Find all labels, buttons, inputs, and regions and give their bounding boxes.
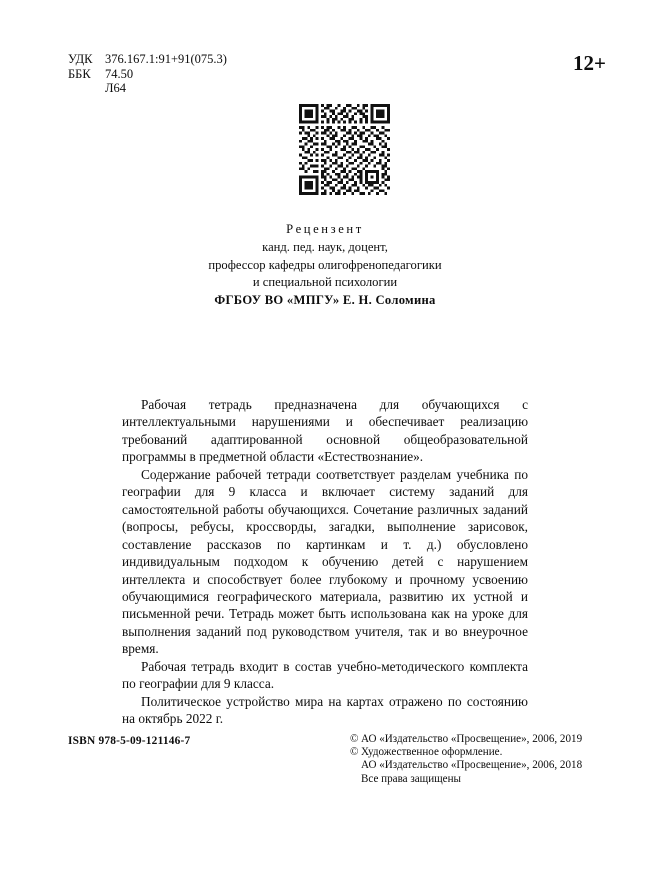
copyright-line-design-publisher xyxy=(350,759,582,772)
classification-codes xyxy=(68,52,227,96)
classification-row-udk xyxy=(68,52,227,67)
copyright-line-design xyxy=(350,746,582,759)
qr-code xyxy=(299,104,390,195)
classification-row-author-mark xyxy=(68,81,227,96)
classification-label-bbk: ББК xyxy=(68,66,91,81)
isbn: ISBN 978-5-09-121146-7 xyxy=(68,735,191,747)
copyright-icon: © xyxy=(350,746,359,759)
copyright-text-publisher: АО «Издательство «Просвещение», 2006, 2019 xyxy=(361,733,583,745)
copyright-icon: © xyxy=(350,733,359,745)
classification-value-author-mark: Л64 xyxy=(105,81,126,95)
reviewer-credentials-line-3: и специальной психологии xyxy=(252,275,398,290)
copyright-text-design: Художественное оформление. xyxy=(361,746,503,759)
reviewer-heading: Рецензент xyxy=(286,222,364,236)
annotation-paragraph-1: Рабочая тетрадь предназначена для обучающихся с интеллектуальными нарушениями и обеспечивает реализацию требований адаптированной основной общеобразовательной программы в предметной области «Естествознание». xyxy=(122,397,528,465)
copyright-line-rights-reserved xyxy=(350,773,582,786)
classification-label-udk: УДК xyxy=(68,52,93,66)
age-rating-badge: 12+ xyxy=(573,51,606,75)
annotation-paragraph-2: Содержание рабочей тетради соответствует разделам учебника по географии для 9 класса и включает систему заданий для самостоятельной работы обучающихся. Сочетание различных заданий (вопросы, ребусы, кроссворды, загадки, выполнение зарисовок, составление рассказов по картинкам и т. д.) обусловлено индивидуальным подходом к обучению детей с нарушением интеллекта и способствует более глубокому и прочному усвоению обучающимися географического материала, развитию их устной и письменной речи. Тетрадь может быть использована как на уроке для выполнения заданий под руководством учителя, так и во внеурочное время. xyxy=(122,466,528,657)
copyright-text-rights-reserved: Все права защищены xyxy=(361,772,461,785)
copyright-text-design-publisher: АО «Издательство «Просвещение», 2006, 2018 xyxy=(361,759,583,772)
copyright-block xyxy=(350,733,582,786)
classification-value-bbk: 74.50 xyxy=(105,66,134,81)
reviewer-name: ФГБОУ ВО «МПГУ» Е. Н. Соломина xyxy=(214,292,436,307)
annotation-paragraph-4: Политическое устройство мира на картах отражено по состоянию на октябрь 2022 г. xyxy=(122,693,528,727)
reviewer-credentials-line-2: профессор кафедры олигофренопедагогики xyxy=(208,257,442,272)
classification-value-udk: 376.167.1:91+91(075.3) xyxy=(105,52,227,66)
copyright-line-publisher xyxy=(350,733,582,746)
reviewer-block xyxy=(0,221,650,309)
annotation-body xyxy=(122,396,528,728)
reviewer-credentials-line-1: канд. пед. наук, доцент, xyxy=(262,240,388,255)
classification-row-bbk xyxy=(68,67,227,82)
annotation-paragraph-3: Рабочая тетрадь входит в состав учебно-методического комплекта по географии для 9 класса. xyxy=(122,658,528,692)
